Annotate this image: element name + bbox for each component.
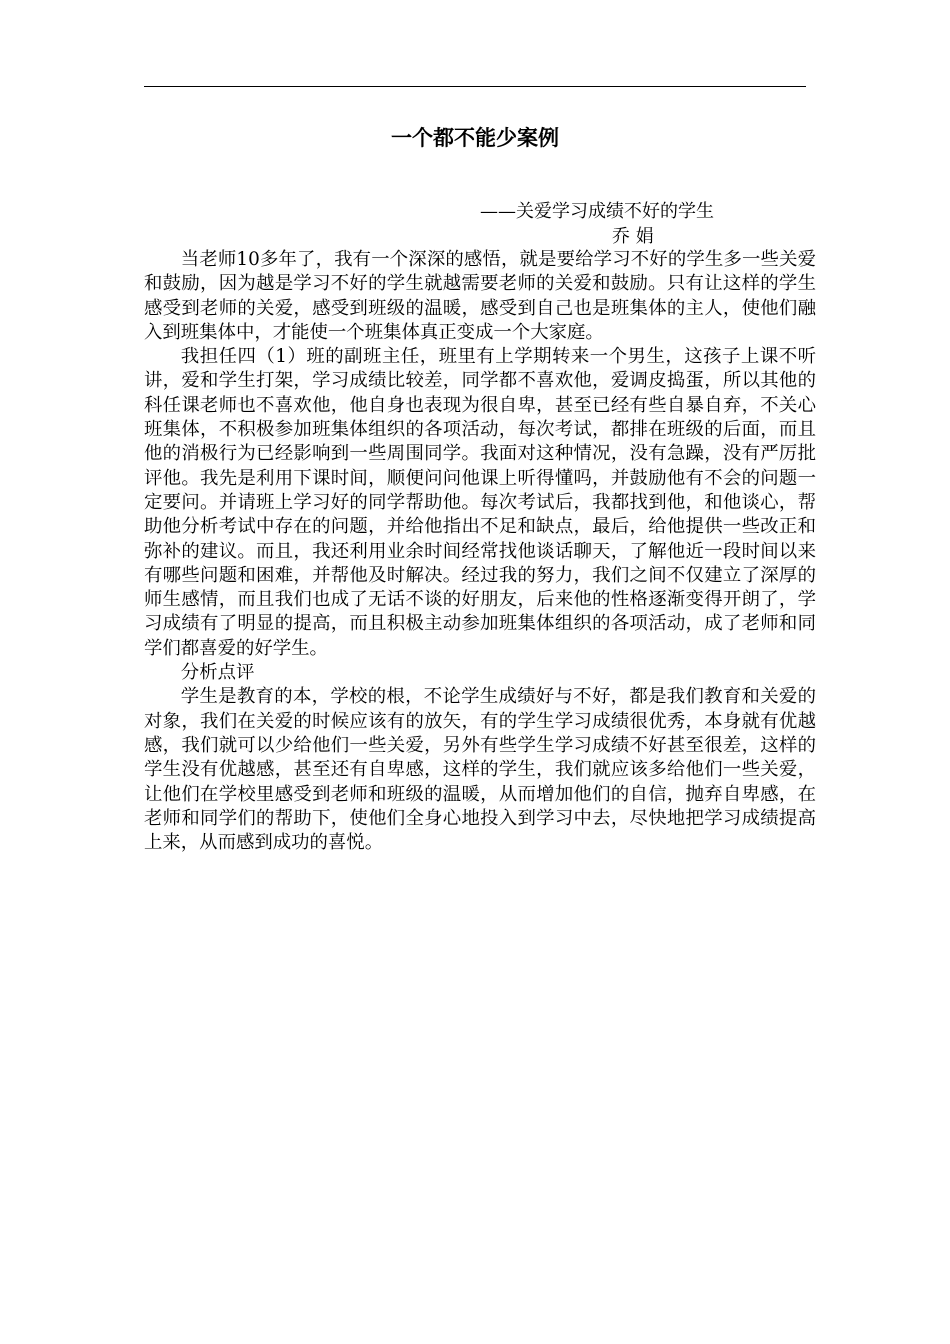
paragraph-intro: 当老师10多年了，我有一个深深的感悟，就是要给学习不好的学生多一些关爱和鼓励，因为越是学习不好的学生就越需要老师的关爱和鼓励。只有让这样的学生感受到老师的关爱，感受到班级的温暖，感受到自己也是班集体的主人，使他们融入到班集体中，才能使一个班集体真正变成一个大家庭。 <box>144 249 816 343</box>
section-heading-analysis: 分析点评 <box>180 662 255 684</box>
document-title: 一个都不能少案例 <box>391 126 559 150</box>
document-subtitle: ——关爱学习成绩不好的学生 <box>480 201 714 222</box>
header-rule <box>144 86 806 87</box>
document-author: 乔 娟 <box>612 226 654 247</box>
paragraph-analysis: 学生是教育的本，学校的根，不论学生成绩好与不好，都是我们教育和关爱的对象，我们在关爱的时候应该有的放矢，有的学生学习成绩很优秀，本身就有优越感，我们就可以少给他们一些关爱，另外有些学生学习成绩不好甚至很差，这样的学生没有优越感，甚至还有自卑感，这样的学生，我们就应该多给他们一些关爱，让他们在学校里感受到老师和班级的温暖，从而增加他们的自信，抛弃自卑感，在老师和同学们的帮助下，使他们全身心地投入到学习中去，尽快地把学习成绩提高上来，从而感到成功的喜悦。 <box>144 686 816 854</box>
paragraph-case: 我担任四（1）班的副班主任，班里有上学期转来一个男生，这孩子上课不听讲，爱和学生打架，学习成绩比较差，同学都不喜欢他，爱调皮捣蛋，所以其他的科任课老师也不喜欢他，他自身也表现为很自卑，甚至已经有些自暴自弃，不关心班集体，不积极参加班集体组织的各项活动，每次考试，都排在班级的后面，而且他的消极行为已经影响到一些周围同学。我面对这种情况，没有急躁，没有严厉批评他。我先是利用下课时间，顺便问问他课上听得懂吗，并鼓励他有不会的问题一定要问。并请班上学习好的同学帮助他。每次考试后，我都找到他，和他谈心，帮助他分析考试中存在的问题，并给他指出不足和缺点，最后，给他提供一些改正和弥补的建议。而且，我还利用业余时间经常找他谈话聊天，了解他近一段时间以来有哪些问题和困难，并帮他及时解决。经过我的努力，我们之间不仅建立了深厚的师生感情，而且我们也成了无话不谈的好朋友，后来他的性格逐渐变得开朗了，学习成绩有了明显的提高，而且积极主动参加班集体组织的各项活动，成了老师和同学们都喜爱的好学生。 <box>144 346 816 659</box>
document-body <box>144 248 816 855</box>
